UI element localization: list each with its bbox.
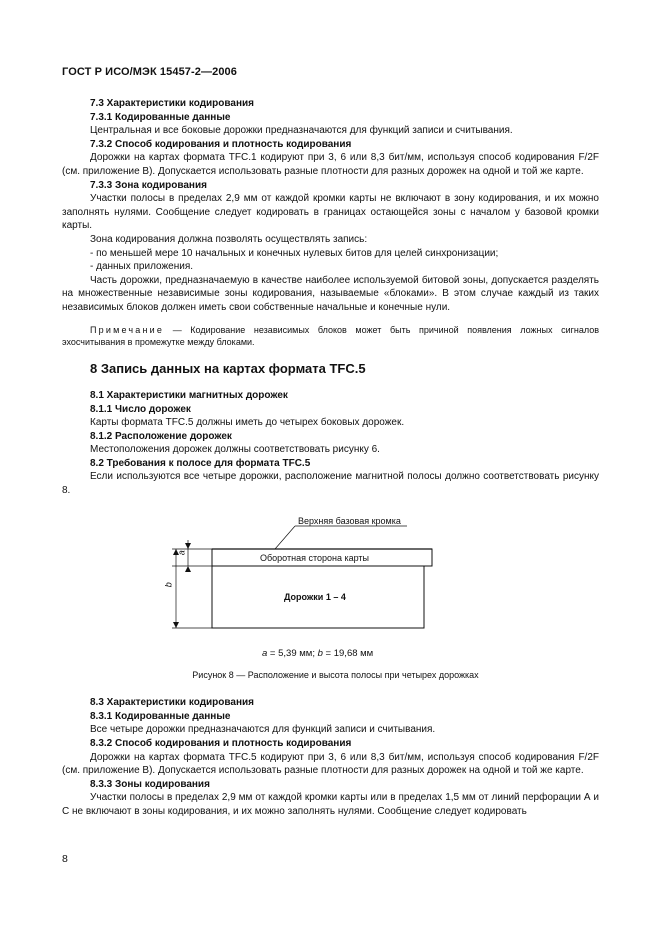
leader-line <box>275 526 295 549</box>
heading-8-3-1: 8.3.1 Кодированные данные <box>90 710 231 722</box>
tracks-label: Дорожки 1 – 4 <box>284 591 346 602</box>
heading-8-1-1: 8.1.1 Число дорожек <box>90 403 191 415</box>
figure-caption: Рисунок 8 — Расположение и высота полосы при четырех дорожках <box>192 669 479 680</box>
list-item: - по меньшей мере 10 начальных и конечных нулевых битов для целей синхронизации; <box>90 247 499 259</box>
paragraph: Все четыре дорожки предназначаются для функций записи и считывания. <box>90 724 436 736</box>
heading-7-3-1: 7.3.1 Кодированные данные <box>90 111 231 123</box>
paragraph: Центральная и все боковые дорожки предназначаются для функций записи и считывания. <box>90 125 513 137</box>
paragraph: Дорожки на картах формата TFC.5 кодируют при 3, 6 или 8,3 бит/мм, используя способ кодирования F/2F (см. приложение В). Допускается использовать разные плотности для разных дорожек на одной и той же карте. <box>62 751 599 777</box>
note <box>62 324 599 348</box>
heading-8-3-2: 8.3.2 Способ кодирования и плотность кодирования <box>90 738 352 750</box>
formula-a: a <box>262 647 268 659</box>
dim-b-arrow-bottom <box>173 622 179 628</box>
stripe-diagram <box>62 510 599 665</box>
heading-7-3-3: 7.3.3 Зона кодирования <box>90 179 207 191</box>
figure-8 <box>62 510 599 665</box>
dim-a-arrow-top <box>185 543 191 549</box>
paragraph: Участки полосы в пределах 2,9 мм от каждой кромки карты не включают в зону кодирования, и их можно заполнять нулями. Сообщение следует кодировать в границах остающейся зоны с началом у базовой кромки карты. <box>62 193 599 232</box>
paragraph: Зона кодирования должна позволять осуществлять запись: <box>90 233 368 245</box>
heading-8-3-3: 8.3.3 Зоны кодирования <box>90 778 210 790</box>
paragraph: Участки полосы в пределах 2,9 мм от каждой кромки карты или в пределах 1,5 мм от линий перфорации А и С не включают в зоны кодирования, и их можно заполнять нулями. Сообщение следует кодировать <box>62 792 599 817</box>
dim-b-label: b <box>163 581 174 587</box>
formula-b: b <box>317 647 323 659</box>
note-text: — Кодирование независимых блоков может быть причиной появления ложных сигналов эхосчитывания в промежутке между блоками. <box>62 324 599 347</box>
edge-label: Верхняя базовая кромка <box>298 515 401 526</box>
paragraph: Дорожки на картах формата TFC.1 кодируют при 3, 6 или 8,3 бит/мм, используя способ кодирования F/2F (см. приложение В). Допускается использовать разные плотности для разных дорожек на одной и той же карте. <box>62 152 599 177</box>
heading-8-1: 8.1 Характеристики магнитных дорожек <box>90 389 288 401</box>
dimension-formula <box>262 647 373 661</box>
heading-8-2: 8.2 Требования к полосе для формата TFC.5 <box>90 457 311 469</box>
paragraph: Часть дорожки, предназначаемую в качестве наиболее используемой битовой зоны, допускается разделять на множественные независимые зоны кодирования, называемые «блоками». В этом случае каждый из таких независимых блоков должен иметь свои собственные начальные и конечные нули. <box>62 274 599 313</box>
paragraph: Если используются все четыре дорожки, расположение магнитной полосы должно соответствовать рисунку 8. <box>62 471 599 497</box>
formula-b-value: = 19,68 мм <box>322 647 374 659</box>
note-label: Примечание <box>90 324 165 335</box>
heading-8-1-2: 8.1.2 Расположение дорожек <box>90 430 232 442</box>
page-number: 8 <box>62 853 68 865</box>
section-8-title: 8 Запись данных на картах формата TFC.5 <box>90 360 366 376</box>
document-header: ГОСТ Р ИСО/МЭК 15457-2—2006 <box>62 66 237 78</box>
document-body <box>62 97 599 819</box>
paragraph: Карты формата TFC.5 должны иметь до четырех боковых дорожек. <box>90 417 405 429</box>
heading-8-3: 8.3 Характеристики кодирования <box>90 697 254 709</box>
list-item: - данных приложения. <box>90 261 194 273</box>
heading-7-3-2: 7.3.2 Способ кодирования и плотность кодирования <box>90 138 352 150</box>
back-side-label: Оборотная сторона карты <box>260 552 369 563</box>
dim-a-arrow-bottom <box>185 566 191 572</box>
formula-a-value: = 5,39 мм; <box>267 647 318 659</box>
paragraph: Местоположения дорожек должны соответствовать рисунку 6. <box>90 444 380 456</box>
dim-a-label: a <box>176 549 187 555</box>
heading-7-3: 7.3 Характеристики кодирования <box>90 98 254 109</box>
